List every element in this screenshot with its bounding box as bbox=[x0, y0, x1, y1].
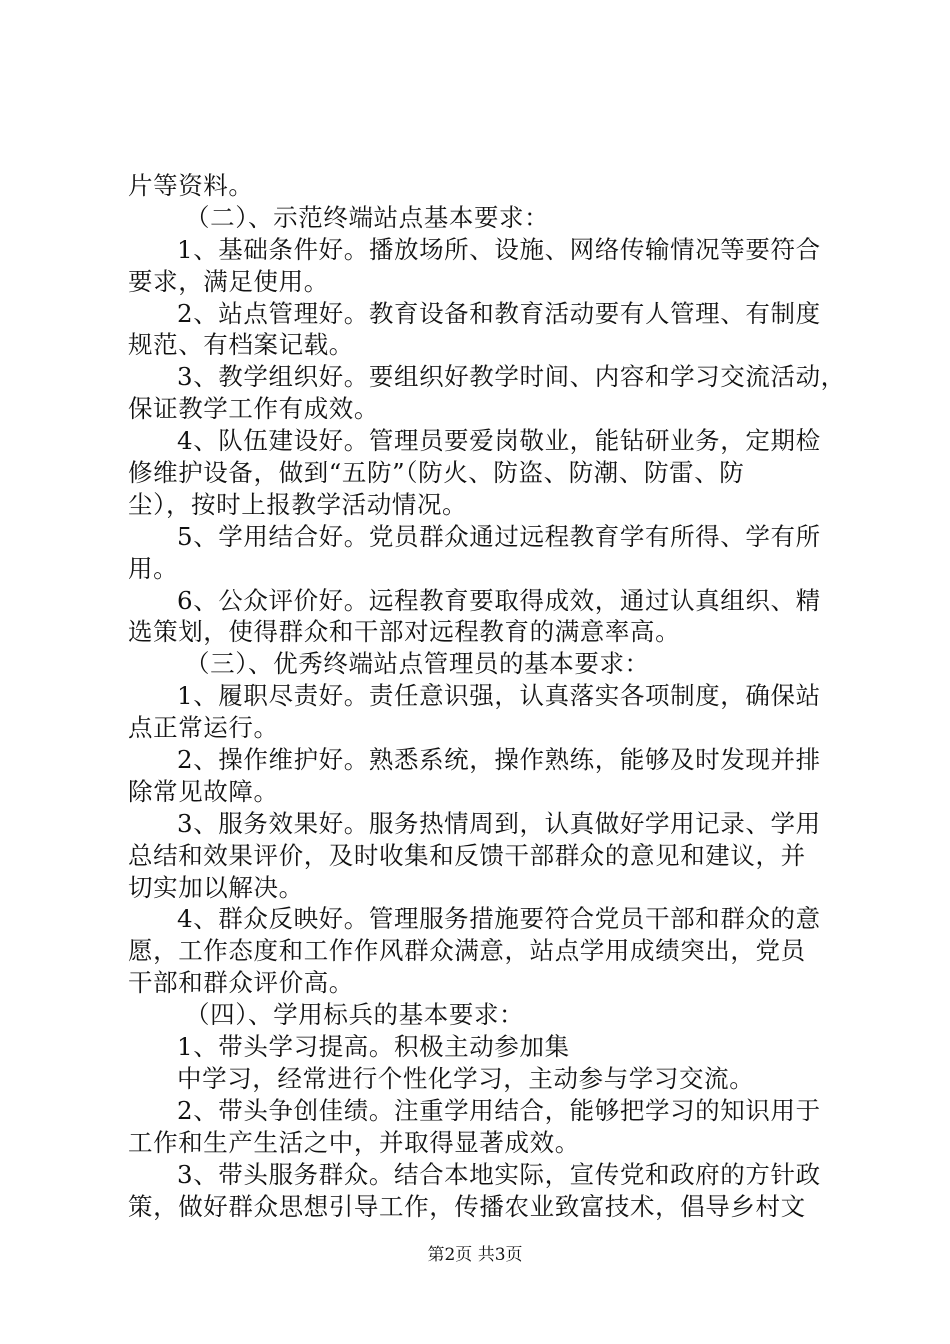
text-line: 选策划，使得群众和干部对远程教育的满意率高。 bbox=[128, 617, 681, 647]
text-line: 修维护设备，做到“五防”（防火、防盗、防潮、防雷、防 bbox=[128, 458, 745, 488]
text-line: 规范、有档案记载。 bbox=[128, 330, 354, 360]
section-heading: （四）、学用标兵的基本要求： bbox=[185, 1000, 525, 1030]
text-line: 片等资料。 bbox=[128, 171, 254, 200]
text-line: 2、带头争创佳绩。注重学用结合，能够把学习的知识用于 bbox=[177, 1095, 821, 1125]
document-body bbox=[128, 170, 846, 1222]
section-heading: （二）、示范终端站点基本要求： bbox=[185, 202, 550, 232]
page-footer bbox=[0, 1245, 950, 1265]
text-line: 3、带头服务群众。结合本地实际，宣传党和政府的方针政 bbox=[177, 1159, 821, 1189]
text-line: 除常见故障。 bbox=[128, 776, 279, 806]
text-line: 2、站点管理好。教育设备和教育活动要有人管理、有制度 bbox=[177, 298, 821, 328]
text-line: 点正常运行。 bbox=[128, 713, 279, 743]
text-line: 1、带头学习提高。积极主动参加集 bbox=[177, 1032, 570, 1062]
text-line: 愿，工作态度和工作作风群众满意，站点学用成绩突出，党员 bbox=[128, 936, 806, 966]
text-line: 切实加以解决。 bbox=[128, 872, 304, 902]
text-line: 策，做好群众思想引导工作，传播农业致富技术，倡导乡村文 bbox=[128, 1191, 806, 1221]
text-line: 6、公众评价好。远程教育要取得成效，通过认真组织、精 bbox=[177, 585, 821, 615]
text-line: 2、操作维护好。熟悉系统，操作熟练，能够及时发现并排 bbox=[177, 745, 821, 775]
text-line: 3、教学组织好。要组织好教学时间、内容和学习交流活动， bbox=[177, 362, 846, 392]
section-heading: （三）、优秀终端站点管理员的基本要求： bbox=[185, 649, 650, 679]
text-line: 1、基础条件好。播放场所、设施、网络传输情况等要符合 bbox=[177, 234, 821, 264]
text-line: 保证教学工作有成效。 bbox=[128, 394, 379, 424]
text-line: 干部和群众评价高。 bbox=[128, 968, 354, 998]
text-line: 4、队伍建设好。管理员要爱岗敬业，能钻研业务，定期检 bbox=[177, 426, 821, 456]
text-line: 工作和生产生活之中，并取得显著成效。 bbox=[128, 1127, 580, 1157]
text-line: 中学习，经常进行个性化学习，主动参与学习交流。 bbox=[177, 1063, 755, 1093]
text-line: 总结和效果评价，及时收集和反馈干部群众的意见和建议，并 bbox=[128, 840, 806, 870]
text-line: 3、服务效果好。服务热情周到，认真做好学用记录、学用 bbox=[177, 808, 821, 838]
text-line: 尘），按时上报教学活动情况。 bbox=[128, 489, 468, 519]
text-line: 1、履职尽责好。责任意识强，认真落实各项制度，确保站 bbox=[177, 681, 821, 711]
page-number-label: 第2页 共3页 bbox=[427, 1245, 523, 1265]
text-line: 要求，满足使用。 bbox=[128, 266, 329, 296]
text-line: 5、学用结合好。党员群众通过远程教育学有所得、学有所 bbox=[177, 521, 821, 551]
text-line: 用。 bbox=[128, 553, 179, 583]
text-line: 4、群众反映好。管理服务措施要符合党员干部和群众的意 bbox=[177, 904, 821, 934]
